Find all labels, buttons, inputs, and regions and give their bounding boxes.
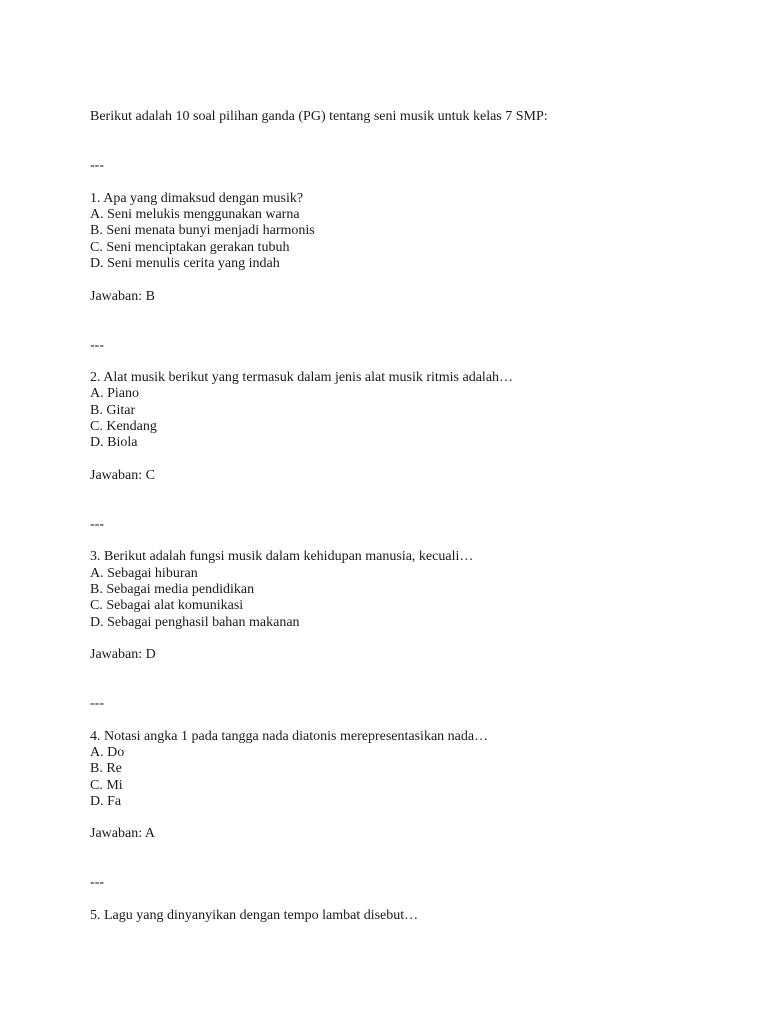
question-list bbox=[90, 158, 730, 924]
answer-option: C. Kendang bbox=[90, 419, 157, 435]
answer-option: C. Sebagai alat komunikasi bbox=[90, 598, 244, 614]
question-block bbox=[90, 191, 730, 305]
question-block bbox=[90, 370, 730, 484]
answer-option: A. Do bbox=[90, 744, 125, 760]
section-separator: --- bbox=[90, 337, 104, 353]
question-block bbox=[90, 908, 730, 924]
answer-key: Jawaban: D bbox=[90, 647, 156, 663]
answer-option: B. Seni menata bunyi menjadi harmonis bbox=[90, 223, 315, 239]
question-text: 4. Notasi angka 1 pada tangga nada diatonis merepresentasikan nada… bbox=[90, 728, 489, 744]
question-text: 1. Apa yang dimaksud dengan musik? bbox=[90, 190, 304, 206]
answer-option: D. Sebagai penghasil bahan makanan bbox=[90, 614, 300, 630]
section-separator: --- bbox=[90, 158, 104, 174]
question-block bbox=[90, 549, 730, 663]
section-separator: --- bbox=[90, 696, 104, 712]
answer-option: B. Re bbox=[90, 761, 122, 777]
answer-option: C. Seni menciptakan gerakan tubuh bbox=[90, 239, 290, 255]
answer-options bbox=[90, 566, 730, 631]
answer-key: Jawaban: A bbox=[90, 826, 155, 842]
section-separator: --- bbox=[90, 875, 104, 891]
answer-options bbox=[90, 745, 730, 810]
answer-option: D. Seni menulis cerita yang indah bbox=[90, 256, 280, 272]
question-block bbox=[90, 729, 730, 843]
answer-options bbox=[90, 386, 730, 451]
document-page bbox=[90, 109, 730, 957]
answer-option: D. Fa bbox=[90, 793, 122, 809]
answer-option: B. Sebagai media pendidikan bbox=[90, 582, 255, 598]
answer-key: Jawaban: B bbox=[90, 288, 155, 304]
answer-option: D. Biola bbox=[90, 435, 138, 451]
section-separator: --- bbox=[90, 516, 104, 532]
question-text: 2. Alat musik berikut yang termasuk dalam jenis alat musik ritmis adalah… bbox=[90, 370, 514, 386]
answer-option: A. Piano bbox=[90, 386, 139, 402]
answer-options bbox=[90, 207, 730, 272]
question-text: 3. Berikut adalah fungsi musik dalam kehidupan manusia, kecuali… bbox=[90, 549, 474, 565]
answer-option: B. Gitar bbox=[90, 402, 136, 418]
answer-option: A. Sebagai hiburan bbox=[90, 565, 198, 581]
answer-key: Jawaban: C bbox=[90, 467, 155, 483]
answer-option: A. Seni melukis menggunakan warna bbox=[90, 207, 300, 223]
question-text: 5. Lagu yang dinyanyikan dengan tempo lambat disebut… bbox=[90, 907, 419, 923]
answer-option: C. Mi bbox=[90, 777, 123, 793]
intro-text: Berikut adalah 10 soal pilihan ganda (PG) tentang seni musik untuk kelas 7 SMP: bbox=[90, 109, 548, 124]
